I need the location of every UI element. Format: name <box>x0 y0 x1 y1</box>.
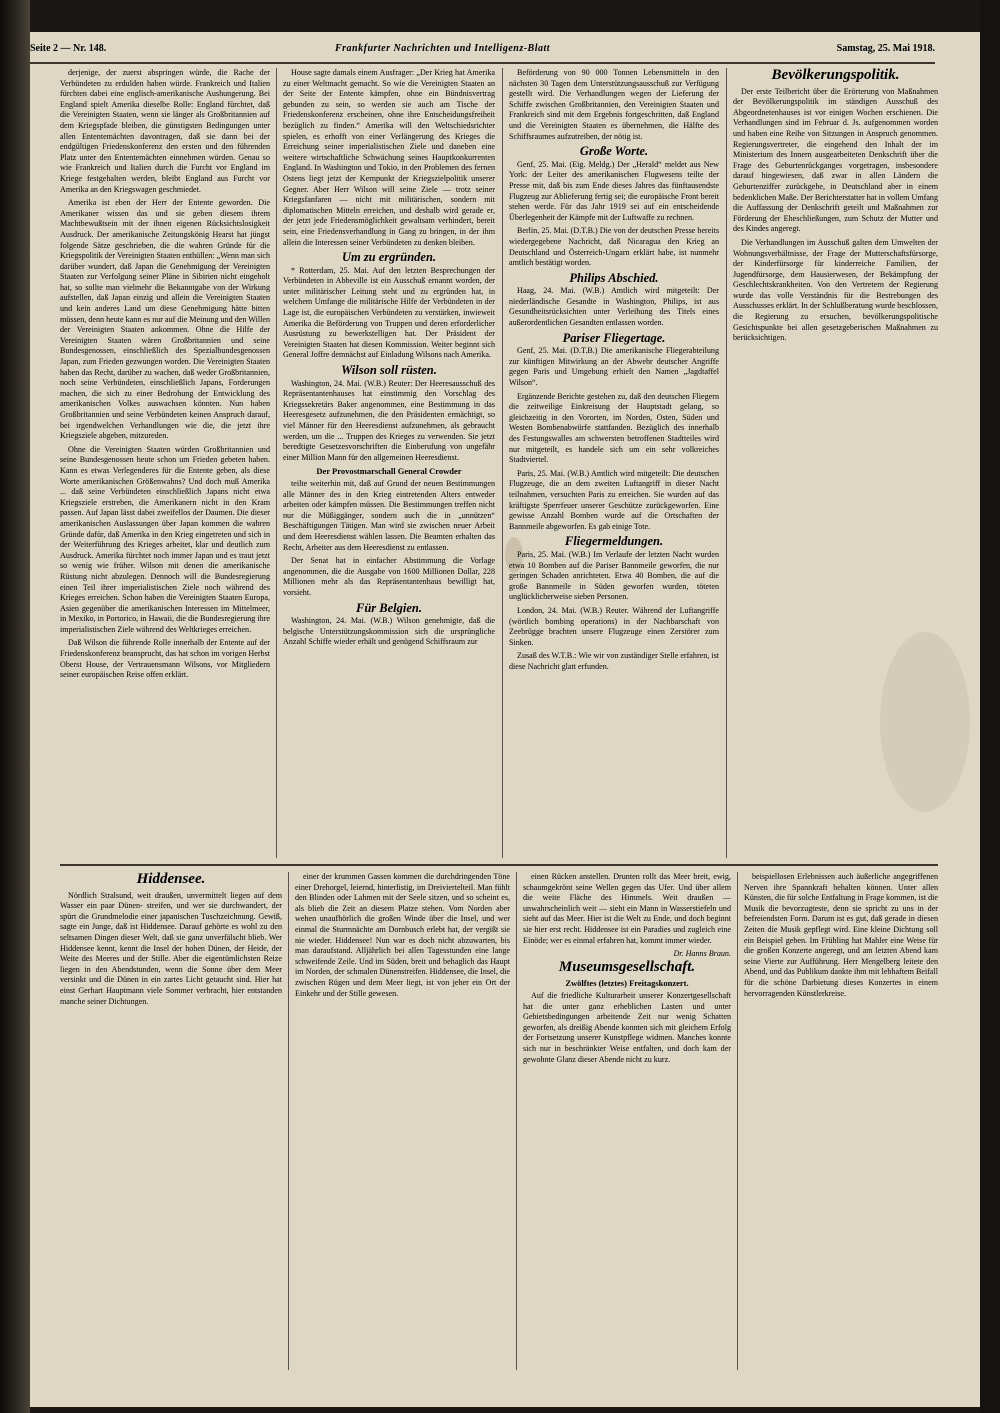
article-paragraph: House sagte damals einem Ausfrager: „Der Krieg hat Amerika zu einer Weltmacht gemacht. So wie die Vereinigten Staaten an der Seite der Entente kämpfen, ohne ein Bündnisvertrag gebunden zu sein, so werden sie auch am Tische der Friedenskonferenz erscheinen, ohne ihre Entscheidungsfreiheit bezüglich zu finden.“ Amerika will den Weltschiedsrichter spielen, es erhofft von einer Verlängerung des Krieges die Erreichung seiner imperialistischen Ziele und daneben eine weitere wirtschaftliche Schwächung seines Hauptkonkurrenten England. In Washington und Tokio, in den Problemen des fernen Ostens liegt jetzt der Kernpunkt der Kriegszielpolitik unserer Gegner. Aber Herr Wilson will seine Ziele — trotz seiner Kriegsfanfaren — nicht mit militärischen, sondern mit diplomatischen Mitteln erreichen, und deshalb wird gerade er, der jetzt jede Friedensmöglichkeit gewaltsam verhindert, bereit sein, eine Friedensverhandlung in Gang zu bringen, in der ihm allein die Interessen seiner Verbündeten zu denken bleiben. <box>283 68 495 247</box>
headline-fuer-belgien: Für Belgien. <box>356 600 422 615</box>
article-paragraph: Auf die friedliche Kulturarbeit unserer Konzertgesellschaft hat die unter ganz erheblichen Lasten und unter Gebietsbedingungen arbeitende Zeit nur wenig Schatten geworfen, als dreißig Abende konnten sich mit gleichem Erfolg der Fortsetzung unserer Kunstpflege widmen. Manches konnte sich nur in beschränkter Weise entfalten, und doch kam der gewohnte Glanz dieser Abende nicht zu kurz. <box>523 990 731 1064</box>
article-paragraph: Berlin, 25. Mai. (D.T.B.) Die von der deutschen Presse bereits wiedergegebene Nachricht, daß Nicaragua den Krieg an Deutschland und Österreich-Ungarn erklärt habe, ist nunmehr amtlich bestätigt worden. <box>509 226 719 268</box>
headline-bevoelkerungspolitik: Bevölkerungspolitik. <box>771 68 900 83</box>
article-paragraph: Nördlich Stralsund, weit draußen, unvermittelt liegen auf dem Wasser ein paar Dünen- streifen, und wer sie durchwandert, der spürt die Grundmelodie einer japanischen Tuschzeichnung. Gewiß, sagte ein Junge, daß ist Hiddensee. Darauf gehörte es wohl zu den seltsamen Dingen dieser Welt, daß sie ganz unverfälscht blieb. Wer Hiddensee kennt, kennt die Insel der hohen Dünen, der Heide, der Weite des Meeres und der Stille. Aber die eigentümlichsten Reize liegen in den Abendstunden, wenn die Sonne über dem Meer versinkt und die Dünen in ein zartes Licht getaucht sind. Hier hat einst Gerhart Hauptmann viele Sommer verbracht, hier entstanden manche seiner Dichtungen. <box>60 890 282 1006</box>
feuilleton-column-1 <box>60 872 282 1370</box>
feuilleton-column-2 <box>295 872 510 1370</box>
feuilleton-column-3 <box>523 872 731 1370</box>
headline-fliegermeldungen: Fliegermeldungen. <box>564 534 664 549</box>
article-paragraph: Beförderung von 90 000 Tonnen Lebensmitteln in den nächsten 30 Tagen dem Unterstützungsausschuß zur Verfügung gestellt wird. Die Verhandlungen wegen der Lieferung der Schiffe zwischen Großbritannien, den Vereinigten Staaten und Frankreich sind mit dem Ergebnis fortgeschritten, daß England und die Vereinigten Staaten es übernehmen, die Hälfte des Schiffsraumes aufzutreiben, der nötig ist. <box>509 68 719 141</box>
article-paragraph: beispiellosen Erlebnissen auch äußerliche angegriffenen Nerven ihre Spannkraft behalten können. Unter allen Künsten, die für solche Entfaltung in Frage kommen, ist die Musik die bevorzugteste, denn sie spricht zu uns in der befreiendsten Form. Darum ist es gut, daß gerade in diesen Zeiten die Musik gepflegt wird. Eine kleine Dichtung soll ein Beispiel geben. Im Frühling hat Mahler eine Weise für die großen Konzerte angeregt, und am letzten Abend kam seine Vierte zur Aufführung. Herr Mengelberg leitete den Abend, und das Publikum dankte ihm mit lebhaftem Beifall für die schöne Darbietung dieses Konzertes in einem hervorragenden Künstlerkreise. <box>744 872 938 998</box>
subheadline: Zwölftes (letztes) Freitagskonzert. <box>565 978 689 989</box>
article-column-2 <box>283 68 495 858</box>
article-paragraph: Paris, 25. Mai. (W.B.) Im Verlaufe der letzten Nacht wurden etwa 10 Bomben auf die Pariser Bannmeile geworfen, die nur geringen Schaden anrichteten. Etwa 40 Bomben, die auf die große Bannmeile in Süden geworfen wurden, töteten unglücklicherweise sieben Personen. <box>509 549 719 602</box>
article-paragraph: Der Senat hat in einfacher Abstimmung die Vorlage angenommen, die die Ausgabe von 1600 Millionen Dollar, 228 Millionen mehr als das Repräsentantenhaus bewilligt hat, vorsieht. <box>283 556 495 597</box>
article-paragraph: Zusaß des W.T.B.: Wie wir von zuständiger Stelle erfahren, ist diese Nachricht glatt erfunden. <box>509 651 719 671</box>
headline-um-zu-ergruenden: Um zu ergründen. <box>341 250 437 265</box>
article-paragraph: Washington, 24. Mai. (W.B.) Reuter: Der Heeresausschuß des Repräsentantenhauses hat einstimmig den Vorschlag des Kriegssekretärs Baker angenommen, eine Bestimmung in das Heeresgesetz aufzunehmen, die den Präsidenten ermächtigt, so viel Männer für den Heeresdienst aufzunehmen, als gebraucht werden, um die ... Truppen des Krieges zu verwenden. Sie jetzt beredtigte Gesetzesvorschriften die Einberufung von ungefähr einer Million Mann für den allgemeinen Heeresdienst. <box>283 378 495 462</box>
article-paragraph: Haag, 24. Mai. (W.B.) Amtlich wird mitgeteilt: Der niederländische Gesandte in Washington, Philips, ist aus Gesundheitsrücksichten unter Verleihung des Titels eines außerordentlichen Gesandten entlassen worden. <box>509 286 719 328</box>
article-column-1 <box>60 68 270 858</box>
article-paragraph: Amerika ist eben der Herr der Entente geworden. Die Amerikaner wissen das und sie geben diesem ihrem Machtbewußtsein mit der ihnen eigenen Rücksichtslosigkeit Ausdruck. Der amerikanische Zeitungskönig Hearst hat jüngst folgende Sätze geschrieben, die die wahren Gründe für die Kriegspolitik der Vereinigten Staaten enthüllen: „Wenn man sich darüber wundert, daß Japan die Genehmigung der Vereinigten Staaten zur Verfolgung seiner Pläne in Sibirien nicht eingeholt hat, so sollte man vielmehr die Bekanntgabe von der Wirkung aufstellen, daß Japan einzig und allein die Vereinigten Staaten und kein anderes Land um diese Genehmigung hätte bitten müssen, denn heute kann es nur auf die Meinung und den Willen der Vereinigten Staaten ankommen. Ohne die Hilfe der Vereinigten Staaten wären Großbritannien und seine Bundesgenossen, einschließlich des Spezialbundesgenossen Japan, zum Frieden gezwungen worden. Die Vereinigten Staaten haben das Recht, darüber zu wachen, daß weder Großbritannien, noch seine Verbündeten, einschließlich Japans, Forderungen machen, die sich zu einer Bedrohung der Entwicklung des amerikanischen Volkes auswachsen könnten. Nun haben Großbritannien und seine Verbündeten keinen Anspruch darauf, bei irgendwelchen Verhandlungen wie die, die jetzt ihre Kriegsziele abgeben, mitzureden. <box>60 198 270 441</box>
page-number: Seite 2 — Nr. 148. <box>30 43 107 54</box>
column-divider <box>288 872 289 1370</box>
newspaper-title: Frankfurter Nachrichten und Intelligenz-Blatt <box>335 43 551 54</box>
headline-museumsgesellschaft: Museumsgesellschaft. <box>558 958 696 975</box>
article-paragraph: Ergänzende Berichte gestehen zu, daß den deutschen Fliegern die zeitweilige Einkreisung der Hauptstadt gelang, so gleichzeitig in den Vororten, im Norden, Osten, Süden und Westen Bombenabwürfe stattfanden. Bezüglich des innerhalb des Festungswalles am schwersten betroffenen Stadtteiles wird nur mitgeteilt, es handele sich um ein sehr volkreiches Stadtviertel. <box>509 391 719 465</box>
subheadline: Der Provostmarschall General Crowder <box>316 466 462 477</box>
headline-hiddensee: Hiddensee. <box>136 872 206 887</box>
article-paragraph: Genf, 25. Mai. (Eig. Meldg.) Der „Herald“ meldet aus New York: der Leiter des amerikanischen Flugwesens teilte der Presse mit, daß bis zum Ende dieses Jahres das fünftausendste Flugzeug zur Ablieferung fertig sei; die europäische Front bereit stehen werde. Für das Jahr 1919 sei auf ein entscheidende Überlegenheit der Kämpfe mit der Luftwaffe zu rechnen. <box>509 159 719 222</box>
article-paragraph: Die Verhandlungen im Ausschuß galten dem Umwelten der Wohnungsverhältnisse, der Frage der Mutterschaftsfürsorge, der Kinderfürsorge für kinderreiche Familien, der Jugendfürsorge, dem Hausierwesen, der Bekämpfung der Geschlechtskrankheiten. Von den Vertretern der Regierung wurde das volle Verständnis für die Bestrebungen des Ausschusses erklärt. In der Schlußberatung wurde beschlossen, die Regierung zu ersuchen, bevölkerungspolitische Gesichtspunkte bei allen gesetzgeberischen Maßnahmen zu berücksichtigen. <box>733 237 938 343</box>
article-paragraph: Paris, 25. Mai. (W.B.) Amtlich wird mitgeteilt: Die deutschen Flugzeuge, die an dem zweiten Luftangriff in dieser Nacht teilnahmen, versuchten Paris zu erreichen. Sie wurden auf das kräftigste Sperrfeuer unserer Geschütze zurückgeworfen. Eine gewisse Anzahl Bomben wurde auf die Ortschaften der Bannmeile abgeworfen. Es gab einige Tote. <box>509 468 719 531</box>
article-paragraph: Ohne die Vereinigten Staaten würden Großbritannien und seine Bundesgenossen heute schon um Frieden gebeten haben. Kann es etwas Verlegenderes für die Entente geben, als diese Worte amerikanischen Größenwahns? Und doch muß Amerika ... daß seine Verbündeten einschließlich Japans nicht etwa Kriegsziele erstreben, die Amerikanern nicht in den Kram passen. Auf Japan lässt dabei zweifellos der Daumen. Die dieser amerikanischen Auslassungen über Japan kommen die wahren Gründe dafür, daß Amerika in den Krieg eingetreten und sich in der Weiterführung des Krieges arbeitet, klar und deutlich zum Ausdruck. Amerika fürchtet noch immer Japan und es traut jetzt so wenig wie früher. Wilson mit denen die amerikanische Rüstung nicht abzulegen. Dennoch will die Bundesregierung einen Teil ihrer imperialistischen Ziele noch während des Krieges erreichen. Schon haben die Vereinigten Staaten Europa, Asien gegenüber die amerikanischen Interessen im Mittelmeer, in Mexiko, in Portorico, in Hawaii, die die Bundesregierung ihre imperialistischen Ziele während des Weltkrieges erreichen. <box>60 444 270 634</box>
article-paragraph: Der erste Teilbericht über die Erörterung von Maßnahmen der Bevölkerungspolitik im ständigen Ausschuß des Abgeordnetenhauses ist vor einigen Wochen erschienen. Die Verhandlungen sind im Februar d. Js. aufgenommen worden und haben eine Reihe von Sitzungen in Anspruch genommen. Regierungsvertreter, die eingehend den Inhalt der im Ministerium des Innern ausgearbeiteten Denkschrift über die Frage des Geburtenrückganges vorgetragen, insbesondere darauf hingewiesen, daß zwar in allen Ländern die Geburtenziffer zurückgehe, in Deutschland aber in einem bedenklichen Maße. Der Berichterstatter hat in vollem Umfang die Auffassung der Denkschrift geteilt und Maßnahmen zur Förderung der Eheschließungen, zum Schutz der Mutter und des Kindes angeregt. <box>733 86 938 234</box>
headline-wilson-soll-ruesten: Wilson soll rüsten. <box>341 363 437 378</box>
feuilleton-divider <box>60 864 938 866</box>
issue-date: Samstag, 25. Mai 1918. <box>836 43 935 54</box>
article-paragraph: Washington, 24. Mai. (W.B.) Wilson genehmigte, daß die belgische Unterstützungskommission sich die ursprüngliche Anzahl Schiffe wieder erhält und genügend Schiffsraum zur <box>283 616 495 647</box>
headline-grosse-worte: Große Worte. <box>579 144 649 159</box>
headline-philips-abschied: Philips Abschied. <box>569 270 659 285</box>
page-header <box>30 40 935 64</box>
article-paragraph: * Rotterdam, 25. Mai. Auf den letzten Besprechungen der Verbündeten in Abbeville ist ein Ausschuß ernannt worden, der unter militärischer Leitung steht und zu ergründen hat, in welchem Umfange die militärische Hilfe der Verbündeten in der Lage ist, die europäischen Verbündeten zu verstärken, inwieweit Amerika die Beförderung von Truppen und deren erforderlicher Ausrüstung zu bewerkstelligen hat. Der Präsident der Vereinigten Staaten hat diesen Kommission. Weiter beginnt sich General Joffre demnächst auf Einladung Wilsons nach Amerika. <box>283 265 495 360</box>
article-paragraph: derjenige, der zuerst abspringen würde, die Rache der Verbündeten zu erdulden haben würde. Frankreich und Italien fürchten dabei eine englisch-amerikanische Aushungerung. Bei England spielt Amerika dieselbe Rolle: England fürchtet, daß die Vereinigten Staaten, wenn sie länger als Großbritannien auf dem Kriegspfade bleiben, die günstigsten Bedingungen unter allen Ententemächten davontragen, daß sie dann bei der endgültigen Friedenskonferenz den ersten und den führenden Platz unter den Ententemächten einnehmen würden. Genau so wie Frankreich und Italien durch die Furcht vor England im Kriege festgehalten werden, bleibt England aus Furcht vor Amerika an den Kriegswagen geschmiedet. <box>60 68 270 194</box>
author-signature: Dr. Hanns Braun. <box>673 949 731 959</box>
feuilleton-column-4 <box>744 872 938 1370</box>
article-paragraph: einen Rücken anstellen. Drunten rollt das Meer breit, ewig, schaumgekrönt seine Wellen gegen das Ufer. Und über allem die weite Fläche des Himmels. Weit draußen — unwahrscheinlich weit — sieht ein Mann in Wasserstiefeln und sieht auf das Meer. Hier ist die Welt zu Ende, und doch beginnt sie hier erst recht. Hiddensee ist ein Paradies und zugleich eine Einöde; wer es einmal erfahren hat, kommt immer wieder. <box>523 872 731 945</box>
article-column-3 <box>509 68 719 858</box>
article-paragraph: Genf, 25. Mai. (D.T.B.) Die amerikanische Fliegerabteilung zur künftigen Mitwirkung an der Abwehr deutscher Angriffe gegen Paris und Umgebung erhielt den Namen „Jagdtaffel Wilson“. <box>509 346 719 388</box>
article-column-4 <box>733 68 938 858</box>
column-divider <box>276 68 277 858</box>
article-paragraph: London, 24. Mai. (W.B.) Reuter. Während der Luftangriffe (wörtlich bombing operations) in der Nachbarschaft von Zeebrügge brachten unsere Flugzeuge einen Zerstörer zum Sinken. <box>509 605 719 647</box>
headline-pariser-fliegertage: Pariser Fliegertage. <box>562 330 666 345</box>
page-edge-shadow <box>980 0 1000 1413</box>
column-divider <box>502 68 503 858</box>
column-divider <box>516 872 517 1370</box>
column-divider <box>737 872 738 1370</box>
column-divider <box>726 68 727 858</box>
book-binding-shadow <box>0 0 30 1413</box>
article-paragraph: Daß Wilson die führende Rolle innerhalb der Entente auf der Friedenskonferenz beansprucht, das hat schon im vorigen Herbst Oberst House, der Vertrauensmann Wilsons, vor Mitgliedern seiner europäischen Reise offen erklärt. <box>60 638 270 680</box>
article-paragraph: teilte weiterhin mit, daß auf Grund der neuen Bestimmungen alle Männer des in den Krieg eintretenden Alters entweder arbeiten oder kämpfen müssen. Die Bestimmungen treffen nicht nur die Müßiggänger, sondern auch die in „unnützen“ Beschäftigungen Tätigen. Man wird sie zwischen neuer Arbeit und dem Heeresdienst wählen lassen. Die Beamten erhalten das Recht, Arbeiter aus dem Heeresdienst zu entlassen. <box>283 478 495 552</box>
article-paragraph: einer der krummen Gassen kommen die durchdringenden Töne einer Drehorgel, leiernd, hinterlistig, im Dreiviertelteil. Man fühlt den Blinden oder Lahmen mit der Seele sitzen, und so scheint es, als blieb die Zeit an diesem Platze stehen. Vom Norden aber wehen unaufhörlich die großen Winde über die Insel, und wer einmal die Sturmnächte am Dornbusch erlebt hat, der vergißt sie nie wieder. Hiddensee! Nun war es doch nicht abzuwarten, bis man daraufstand. Alljährlich bei allen Tagesstunden eine lange schweifende Zeile. Und im Süden, breit und behaglich das Haupt im Norden, der schmalen Dünenstreifen. Hiddensee, die Insel, die zwischen Rügen und dem Meer liegt, ist von jeher ein Ort der Einkehr und der Stille gewesen. <box>295 872 510 998</box>
